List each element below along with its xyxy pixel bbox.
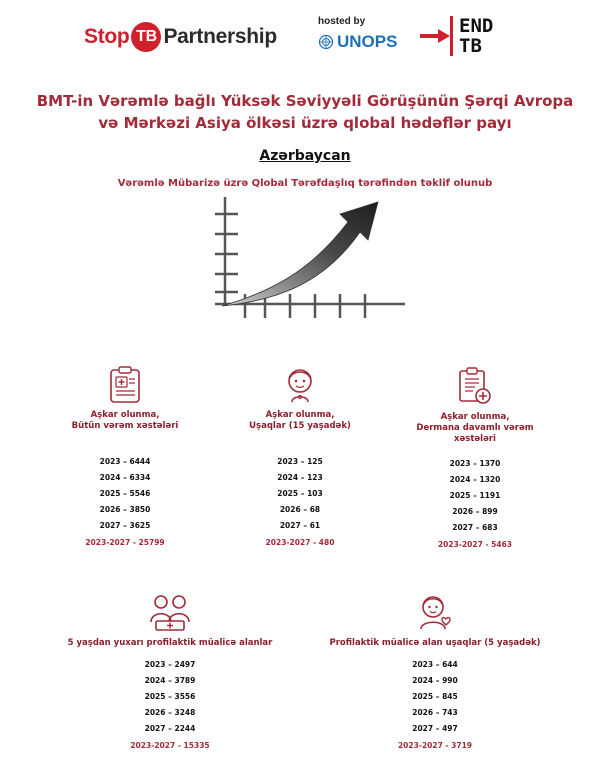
- rising-arrow-icon: [222, 202, 378, 306]
- report-plus-icon: [457, 366, 493, 406]
- stat-row: 2027 – 2244: [144, 724, 196, 733]
- page-title: [0, 90, 610, 134]
- stat-row: 2027 – 683: [452, 523, 498, 532]
- page-title-line1: BMT-in Vərəmlə bağlı Yüksək Səviyyəli Görüşünün Şərqi Avropa: [36, 92, 574, 110]
- stat-label: [315, 638, 555, 649]
- end-tb-text: [459, 16, 493, 56]
- end-tb-bar: [450, 16, 453, 56]
- stat-row: 2023 – 644: [412, 660, 458, 669]
- stat-label-line: Dermana davamlı vərəm: [416, 423, 534, 433]
- unops-text: UNOPS: [337, 32, 398, 51]
- stat-row: 2025 – 1191: [449, 491, 501, 500]
- stat-row: 2023 – 2497: [144, 660, 196, 669]
- hosted-by-label: hosted by: [318, 16, 366, 27]
- stat-row: 2026 – 743: [412, 708, 458, 717]
- stat-row: 2027 – 3625: [99, 521, 151, 530]
- stat-label-line: Aşkar olunma,: [440, 412, 510, 422]
- stat-row: 2023 – 1370: [449, 459, 501, 468]
- stat-block-preventive-children-under5: [315, 592, 555, 753]
- stat-row: 2023 – 125: [277, 457, 323, 466]
- stat-rows: [405, 456, 545, 536]
- un-emblem-icon: [318, 34, 334, 50]
- logo-stop-text: Stop: [84, 25, 130, 48]
- stat-row: 2024 – 123: [277, 473, 323, 482]
- logo-partnership-text: Partnership: [163, 25, 277, 48]
- stat-label-line: 5 yaşdan yuxarı profilaktik müalicə alanlar: [67, 638, 273, 648]
- stat-label-line: Profilaktik müalicə alan uşaqlar (5 yaşadək): [329, 638, 541, 648]
- arrow-right-icon: [420, 29, 450, 43]
- stop-tb-partnership-logo: [84, 22, 277, 52]
- stat-label-line: Aşkar olunma,: [265, 410, 335, 420]
- doctor-patient-icon: [148, 592, 192, 632]
- stat-row: 2023 – 6444: [99, 457, 151, 466]
- stat-block-drug-resistant-cases: [405, 366, 545, 552]
- stat-block-preventive-over5: [55, 592, 285, 753]
- end-tb-line1: END: [459, 15, 494, 37]
- stat-row: 2026 – 3850: [99, 505, 151, 514]
- stat-row: 2025 – 103: [277, 489, 323, 498]
- stat-block-all-tb-cases: [60, 366, 190, 550]
- stat-label: [405, 412, 545, 445]
- stat-label: [55, 638, 285, 649]
- stat-total: 2023-2027 - 25799: [85, 538, 165, 547]
- stat-rows: [55, 657, 285, 737]
- stat-rows: [60, 454, 190, 534]
- stat-row: 2024 – 3789: [144, 676, 196, 685]
- stat-row: 2026 – 3248: [144, 708, 196, 717]
- end-tb-line2: TB: [459, 35, 482, 57]
- stat-label: [235, 410, 365, 432]
- stat-row: 2026 – 899: [452, 507, 498, 516]
- stat-label-line: Aşkar olunma,: [90, 410, 160, 420]
- stat-row: 2025 – 3556: [144, 692, 196, 701]
- stat-rows: [315, 657, 555, 737]
- stat-label-line: Bütün vərəm xəstələri: [71, 421, 179, 431]
- stat-total: 2023-2027 - 5463: [437, 540, 513, 549]
- stat-row: 2024 – 1320: [449, 475, 501, 484]
- stat-label-line: xəstələri: [454, 434, 496, 444]
- stat-row: 2026 – 68: [279, 505, 321, 514]
- stat-total: 2023-2027 - 3719: [397, 741, 473, 750]
- growth-chart-illustration: [200, 192, 410, 332]
- subtitle: Vərəmlə Mübarizə üzrə Qlobal Tərəfdaşlıq tərəfindən təklif olunub: [117, 178, 493, 189]
- stat-row: 2027 – 497: [412, 724, 458, 733]
- stat-total: 2023-2027 - 480: [265, 538, 335, 547]
- page-title-line2: və Mərkəzi Asiya ölkəsi üzrə qlobal hədəflər payı: [98, 114, 512, 132]
- end-tb-logo: [420, 16, 493, 56]
- stat-row: 2027 – 61: [279, 521, 321, 530]
- child-face-icon: [283, 366, 317, 404]
- stat-row: 2025 – 5546: [99, 489, 151, 498]
- unops-logo: [318, 32, 397, 52]
- child-heart-icon: [415, 592, 455, 632]
- logo-tb-circle: TB: [131, 22, 161, 52]
- clipboard-medical-icon: [108, 366, 142, 404]
- stat-total: 2023-2027 - 15335: [130, 741, 210, 750]
- stat-label: [60, 410, 190, 432]
- stat-label-line: Uşaqlar (15 yaşadək): [249, 421, 351, 431]
- stat-rows: [235, 454, 365, 534]
- stat-row: 2024 – 990: [412, 676, 458, 685]
- stat-row: 2025 – 845: [412, 692, 458, 701]
- stat-block-children-cases: [235, 366, 365, 550]
- country-heading: [0, 148, 610, 164]
- stat-row: 2024 – 6334: [99, 473, 151, 482]
- country-name: Azərbaycan: [259, 148, 351, 164]
